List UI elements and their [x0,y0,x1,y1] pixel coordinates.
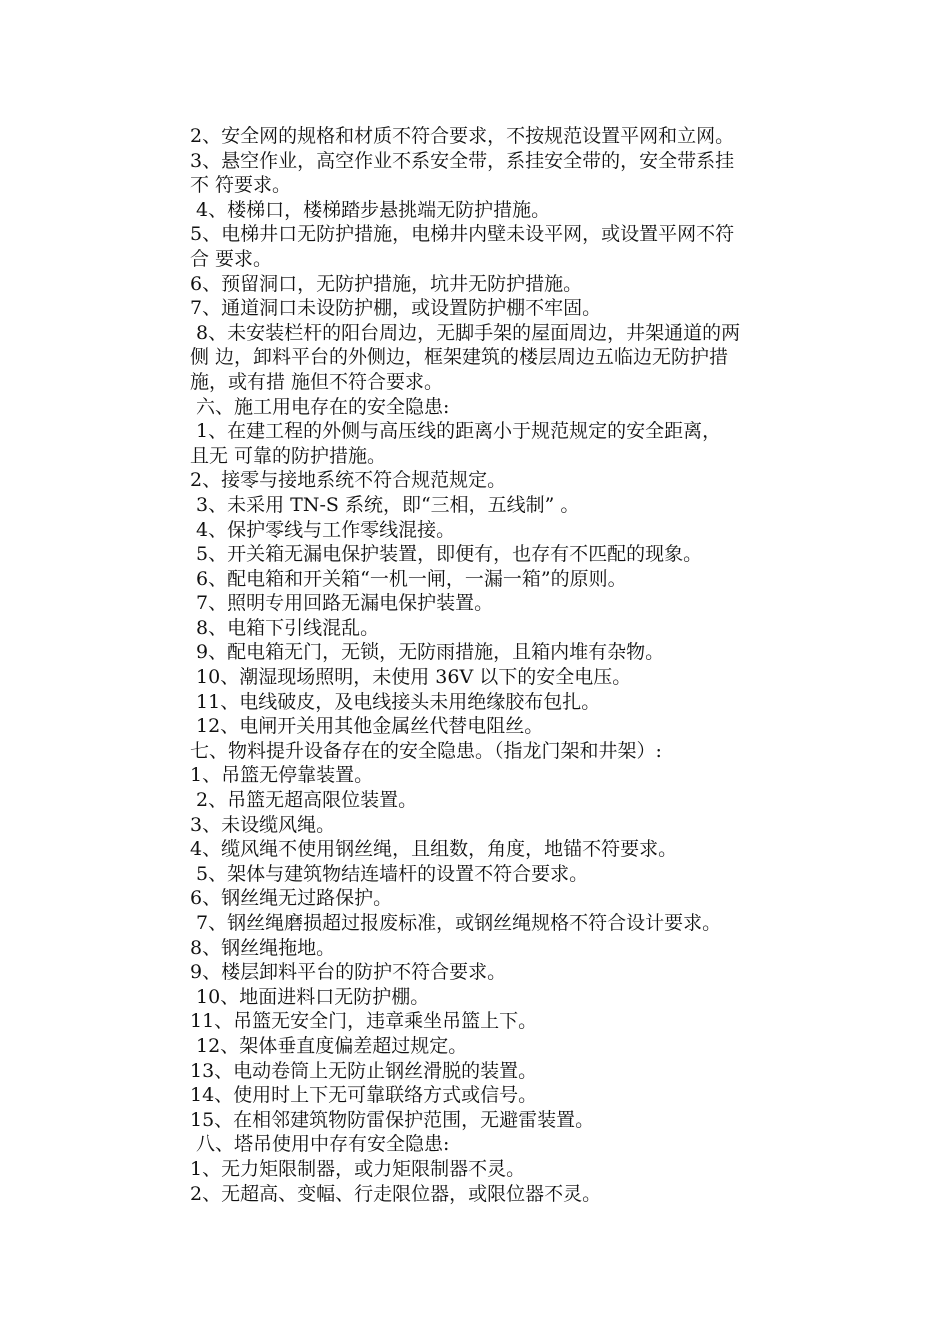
text-line: 8、未安装栏杆的阳台周边，无脚手架的屋面周边，井架通道的两 [190,321,741,344]
text-line: 8、钢丝绳拖地。 [190,936,336,959]
text-line: 8、电箱下引线混乱。 [190,616,380,639]
text-line: 6、预留洞口，无防护措施，坑井无防护措施。 [190,272,583,295]
text-line: 12、电闸开关用其他金属丝代替电阻丝。 [190,715,544,738]
text-line: 2、吊篮无超高限位装置。 [190,789,418,812]
text-line: 1、无力矩限制器，或力矩限制器不灵。 [190,1157,526,1180]
text-line: 2、安全网的规格和材质不符合要求，不按规范设置平网和立网。 [190,125,735,147]
text-line: 15、在相邻建筑物防雷保护范围，无避雷装置。 [190,1108,595,1131]
text-line: 5、电梯井口无防护措施，电梯井内壁未设平网，或设置平网不符 [190,223,735,246]
text-line: 侧 边，卸料平台的外侧边，框架建筑的楼层周边五临边无防护措 [190,346,729,369]
text-line: 10、地面进料口无防护棚。 [190,985,430,1008]
text-line: 3、未采用 TN-S 系统，即“三相，五线制” 。 [190,493,580,516]
text-line: 七、物料提升设备存在的安全隐患。（指龙门架和井架）: [190,739,662,762]
text-line: 3、未设缆风绳。 [190,813,336,836]
text-line: 14、使用时上下无可靠联络方式或信号。 [190,1084,538,1107]
text-line: 5、开关箱无漏电保护装置，即便有，也存有不匹配的现象。 [190,543,703,566]
text-line: 1、吊篮无停靠装置。 [190,764,374,787]
text-line: 3、悬空作业，高空作业不系安全带，系挂安全带的，安全带系挂 [190,149,735,172]
text-line: 4、保护零线与工作零线混接。 [190,518,456,541]
text-line: 1、在建工程的外侧与高压线的距离小于规范规定的安全距离， [190,420,722,443]
text-line: 9、配电箱无门，无锁，无防雨措施，且箱内堆有杂物。 [190,641,665,664]
document-body [190,124,810,1206]
text-line: 不 符要求。 [190,174,292,197]
text-line: 7、照明专用回路无漏电保护装置。 [190,592,494,615]
text-line: 7、钢丝绳磨损超过报废标准，或钢丝绳规格不符合设计要求。 [190,912,722,934]
text-line: 六、施工用电存在的安全隐患: [190,395,450,418]
text-line: 八、塔吊使用中存有安全隐患: [190,1133,450,1156]
text-line: 且无 可靠的防护措施。 [190,444,387,467]
text-line: 6、钢丝绳无过路保护。 [190,887,393,910]
text-line: 11、电线破皮，及电线接头未用绝缘胶布包扎。 [190,690,601,713]
text-line: 4、楼梯口，楼梯踏步悬挑端无防护措施。 [190,198,551,221]
text-line: 2、无超高、变幅、行走限位器，或限位器不灵。 [190,1182,602,1205]
text-line: 12、架体垂直度偏差超过规定。 [190,1034,468,1057]
text-line: 6、配电箱和开关箱“一机一闸，一漏一箱”的原则。 [190,567,627,590]
text-line: 9、楼层卸料平台的防护不符合要求。 [190,961,507,984]
text-line: 4、缆风绳不使用钢丝绳，且组数，角度，地锚不符要求。 [190,838,678,861]
text-line: 2、接零与接地系统不符合规范规定。 [190,469,507,492]
text-line: 合 要求。 [190,247,273,270]
text-line: 施，或有措 施但不符合要求。 [190,370,444,393]
text-line: 13、电动卷筒上无防止钢丝滑脱的装置。 [190,1059,538,1082]
text-line: 7、通道洞口未设防护棚，或设置防护棚不牢固。 [190,297,602,320]
text-line: 10、潮湿现场照明，未使用 36V 以下的安全电压。 [190,666,632,689]
text-line: 11、吊篮无安全门，违章乘坐吊篮上下。 [190,1010,538,1033]
text-line: 5、架体与建筑物结连墙杆的设置不符合要求。 [190,862,589,885]
